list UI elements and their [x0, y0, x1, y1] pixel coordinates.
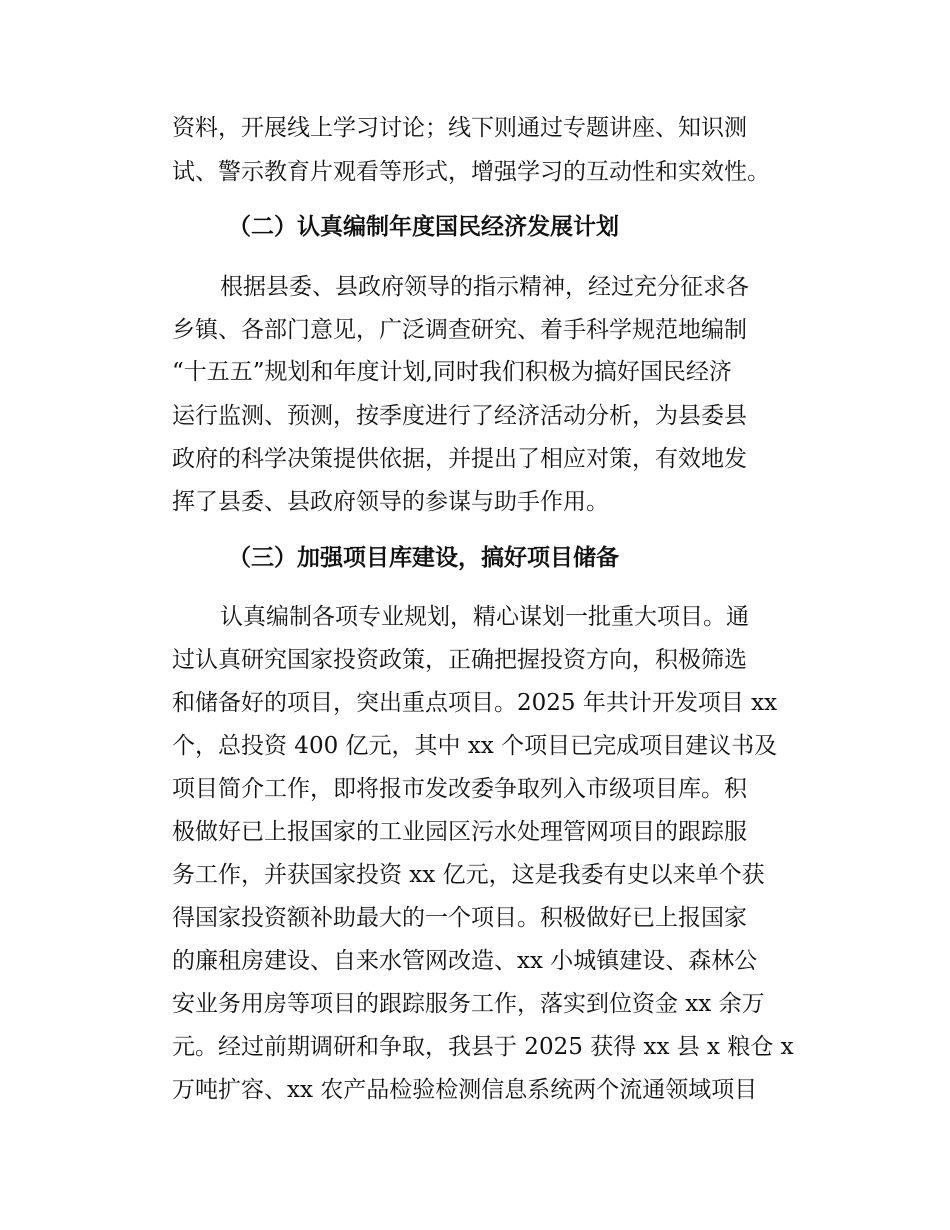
- para1-line-2: 试、警示教育片观看等形式，增强学习的互动性和实效性。: [172, 159, 770, 185]
- para3-line-6: 极做好已上报国家的工业园区污水处理管网项目的跟踪服: [172, 819, 747, 845]
- para2-line-3: “十五五”规划和年度计划,同时我们积极为搞好国民经济: [172, 359, 732, 385]
- para2-line-5: 政府的科学决策提供依据，并提出了相应对策，有效地发: [172, 446, 747, 472]
- para3-line-8: 得国家投资额补助最大的一个项目。积极做好已上报国家: [172, 905, 747, 931]
- para3-line-11: 元。经过前期调研和争取，我县于 2025 获得 xx 县 x 粮仓 x: [172, 1034, 794, 1060]
- para2-line-2: 乡镇、各部门意见，广泛调查研究、着手科学规范地编制: [172, 317, 747, 343]
- para2-line-4: 运行监测、预测，按季度进行了经济活动分析，为县委县: [172, 403, 747, 429]
- para2-line-1: 根据县委、县政府领导的指示精神，经过充分征求各: [220, 274, 749, 300]
- para3-line-3: 和储备好的项目，突出重点项目。2025 年共计开发项目 xx: [172, 690, 778, 716]
- para3-line-5: 项目简介工作，即将报市发改委争取列入市级项目库。积: [172, 776, 747, 802]
- section-heading-2: （二）认真编制年度国民经济发展计划: [228, 214, 619, 240]
- para1-line-1: 资料，开展线上学习讨论；线下则通过专题讲座、知识测: [172, 115, 747, 141]
- para2-line-6: 挥了县委、县政府领导的参谋与助手作用。: [172, 489, 609, 515]
- para3-line-2: 过认真研究国家投资政策，正确把握投资方向，积极筛选: [172, 647, 747, 673]
- para3-line-9: 的廉租房建设、自来水管网改造、xx 小城镇建设、森林公: [172, 948, 758, 974]
- para3-line-10: 安业务用房等项目的跟踪服务工作，落实到位资金 xx 余万: [172, 991, 765, 1017]
- section-heading-3: （三）加强项目库建设，搞好项目储备: [228, 545, 619, 571]
- para3-line-1: 认真编制各项专业规划，精心谋划一批重大项目。通: [220, 604, 749, 630]
- para3-line-4: 个，总投资 400 亿元，其中 xx 个项目已完成项目建议书及: [172, 733, 778, 759]
- para3-line-7: 务工作，并获国家投资 xx 亿元，这是我委有史以来单个获: [172, 862, 765, 888]
- para3-line-12: 万吨扩容、xx 农产品检验检测信息系统两个流通领域项目: [172, 1077, 758, 1103]
